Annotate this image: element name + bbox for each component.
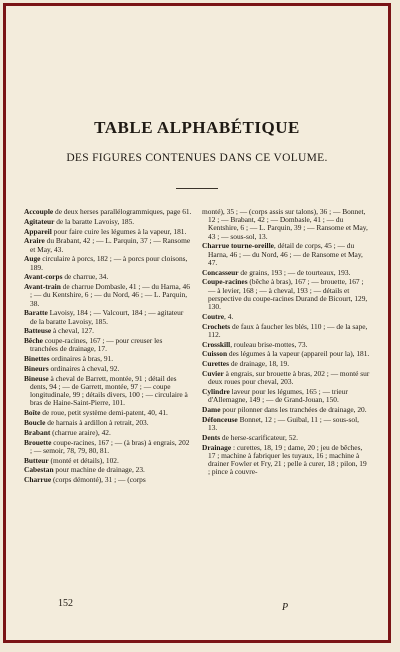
entry-references: (monté et détails), 102. [48,455,119,465]
entry-term: Cabestan [24,465,54,475]
entry-term: Brouette [24,437,52,447]
entry-references: de herse-scarificateur, 52. [220,432,298,442]
entry-term: Bineuse [24,373,49,383]
index-entry [202,242,370,267]
index-entry [202,278,370,311]
index-column-right [202,208,370,478]
index-column-left [24,208,192,486]
entry-references: de faux à faucher les blés, 110 ; — de la sape, 112. [208,321,368,339]
entry-references: à engrais, sur brouette à bras, 202 ; — monté sur deux roues pour cheval, 203. [208,369,370,387]
entry-references: , détail de corps, 45 ; — du Harna, 46 ; — du Nord, 46 ; — de Ransome et May, 47. [208,241,363,267]
entry-references: Lavoisy, 184 ; — Valcourt, 184 ; — agitateur de la baratte Lavoisy, 185. [30,308,184,326]
page-title: TABLE ALPHABÉTIQUE [94,118,300,137]
entry-term: Coupe-racines [202,277,248,287]
index-entry [202,444,370,477]
index-entry [24,466,192,474]
index-entry [202,434,370,442]
entry-references: du Brabant, 42 ; — L. Parquin, 37 ; — Ransome et May, 43. [30,236,191,254]
entry-references: monté), 35 ; — (corps assis sur talons), 36 ; — Bonnet, 12 ; — Brabant, 42 ; — Dombasle, 41 ; — du Kentshire, 6 ; — L. Parquin, 39 ; — Ransome et May, 43 ; — sous-sol, 13. [202,207,368,241]
page-subtitle: DES FIGURES CONTENUES DANS CE VOLUME. [66,152,328,164]
index-entry [202,388,370,404]
entry-term: Cylindre [202,387,230,396]
entry-references: (charrue araire), 42. [50,427,111,437]
entry-term: Drainage [202,442,232,452]
entry-term: Cuvier [202,369,224,378]
entry-term: Baratte [24,308,48,318]
entry-term: Appareil [24,226,52,236]
index-entry [202,341,370,349]
index-entry [24,255,192,271]
index-entry [24,365,192,373]
index-entry [24,228,192,236]
entry-term: Avant-train [24,282,61,292]
entry-references: (corps démonté), 31 ; — (corps [51,475,146,485]
entry-references: pour pilonner dans les tranchées de drainage, 20. [220,405,367,414]
entry-term: Binettes [24,354,50,364]
index-entry [24,429,192,437]
entry-references: des légumes à la vapeur (appareil pour la), 181. [227,349,370,359]
index-entry [24,218,192,226]
entry-term: Dents [202,432,221,442]
entry-term: Concasseur [202,267,239,277]
entry-references: de deux herses parallélogrammiques, page 61. [53,207,192,216]
entry-term: Curettes [202,359,229,369]
entry-term: Auge [24,254,41,264]
index-entry [24,309,192,325]
signature-mark: P [282,602,289,613]
page-number: 152 [58,598,73,609]
entry-term: Batteuse [24,326,52,336]
index-entry [202,313,370,321]
entry-references: de charrue, 34. [62,272,109,282]
entry-references: à cheval de Barrett, montée, 91 ; détail des dents, 94 ; — de Garrett, montée, 97 ; — coupe longitudinale, 99 ; détails divers, 100 ; — circulaire à bras de Haine-Saint-Pierre, 101. [30,373,188,408]
entry-term: Crosskill [202,339,231,349]
entry-term: Bineurs [24,363,49,373]
index-entry [202,350,370,358]
entry-references: de la baratte Lavoisy, 185. [54,216,135,226]
entry-references: coupe-racines, 167 ; — pour creuser les tranchées de drainage, 17. [30,336,163,354]
entry-references: à cheval, 127. [51,326,94,336]
entry-term: Butteur [24,455,49,465]
entry-references: , rouleau brise-mottes, 73. [230,339,308,349]
entry-term: Araire [24,236,45,246]
entry-references: , 4. [224,311,234,321]
entry-references: de harnais à ardillon à retrait, 203. [45,417,149,427]
index-entry [202,416,370,432]
entry-term: Cuisson [202,349,228,359]
entry-term: Boîte [24,408,41,418]
index-entry [202,406,370,414]
index-entry [24,337,192,353]
index-entry [24,409,192,417]
entry-references: pour machine de drainage, 23. [53,465,145,475]
entry-term: Crochets [202,321,231,331]
entry-references: circulaire à porcs, 182 ; — à porcs pour cloisons, 189. [30,254,188,272]
entry-references: de roue, petit système demi-patent, 40, 41. [40,408,168,418]
entry-references: ordinaires à bras, 91. [49,354,114,364]
index-entry [202,323,370,339]
index-entry [202,370,370,386]
entry-term: Agitateur [24,216,55,226]
index-entry [24,208,192,216]
index-entry [24,355,192,363]
entry-term: Accouple [24,207,54,216]
index-entry [24,476,192,484]
entry-term: Brabant [24,427,51,437]
entry-references: : curettes, 18, 19 ; dame, 20 ; jeu de bêches, 17 ; machine à fabriquer les tuyaux, 16 ; machine à drainer Fowler et Fry, 21 ; pelle à curer, 18 ; pilon, 19 ; pince à couvre- [208,442,367,477]
entry-references: (bêche à bras), 167 ; — brouette, 167 ; — à levier, 168 ; — à cheval, 193 ; — détails et perspective du coupe-racines Durand de Bicourt, 129, 130. [208,277,368,312]
entry-term: Bêche [24,336,43,346]
entry-references: de charrue Dombasle, 41 ; — du Harna, 46 ; — du Kentshire, 6 ; — du Nord, 46 ; — L. Parquin, 38. [30,282,190,308]
index-entry [24,283,192,308]
entry-references: coupe-racines, 167 ; — (à bras) à engrais, 202 ; — semoir, 78, 79, 80, 81. [30,437,190,455]
entry-references: Bonnet, 12 ; — Guibal, 11 ; — sous-sol, 13. [208,414,359,432]
title-divider [176,188,218,189]
entry-term: Boucle [24,417,46,427]
entry-references: laveur pour les légumes, 165 ; — trieur d'Allemagne, 149 ; — de Grand-Jouan, 150. [208,387,348,405]
index-entry [24,419,192,427]
entry-term: Charrue [24,475,52,485]
entry-references: de drainage, 18, 19. [228,359,290,369]
index-entry [24,457,192,465]
index-entry [202,269,370,277]
entry-references: de grains, 193 ; — de tourteaux, 193. [238,267,351,277]
entry-term: Dame [202,405,221,414]
index-entry [202,360,370,368]
index-entry [24,273,192,281]
index-entry [24,237,192,253]
index-entry [24,327,192,335]
entry-term: Défonceuse [202,414,238,424]
entry-term: Avant-corps [24,272,63,282]
entry-references: pour faire cuire les légumes à la vapeur, 181. [51,226,187,236]
entry-references: ordinaires à cheval, 92. [48,363,120,373]
index-entry [24,375,192,408]
entry-term: Charrue tourne-oreille [202,241,274,251]
entry-term: Coutre [202,311,225,321]
index-entry [202,208,370,241]
index-entry [24,439,192,455]
